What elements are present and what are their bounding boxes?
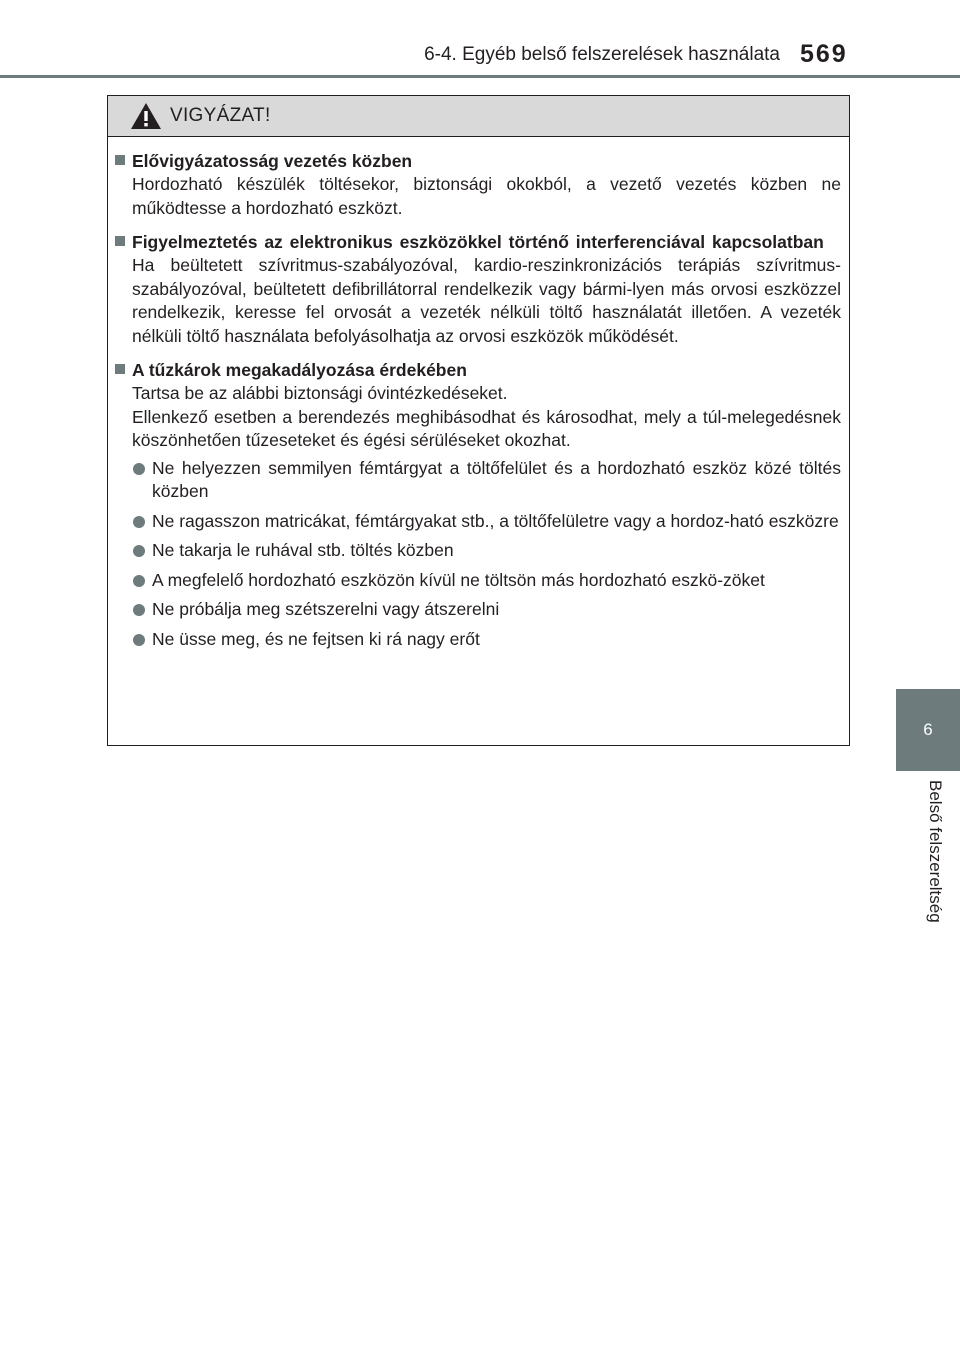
list-item (133, 510, 841, 534)
section-paragraph: Ellenkező esetben a berendezés meghibásodhat és károsodhat, mely a túl-melegedésnek köszönhetően tűzeseteket és égési sérüléseket okozhat. (132, 406, 841, 450)
caution-section (115, 230, 841, 348)
list-item (133, 598, 841, 622)
section-heading: A tűzkárok megakadályozása érdekében (132, 360, 467, 380)
list-item-text: Ne takarja le ruhával stb. töltés közben (152, 540, 454, 560)
list-item (133, 539, 841, 563)
list-item-text: Ne üsse meg, és ne fejtsen ki rá nagy erőt (152, 628, 480, 649)
chapter-label: Belső felszereltség (926, 780, 945, 923)
section-square-icon (115, 155, 125, 165)
section-heading: Elővigyázatosság vezetés közben (132, 151, 413, 171)
bullet-dot-icon (133, 634, 145, 646)
warning-triangle-icon (130, 102, 162, 130)
list-item (133, 569, 841, 593)
caution-box (107, 95, 850, 746)
list-item-text: A megfelelő hordozható eszközön kívül ne töltsön más hordozható eszkö-zöket (152, 569, 765, 590)
caution-header (108, 96, 849, 137)
list-item-text: Ne próbálja meg szétszerelni vagy átszerelni (152, 599, 500, 619)
section-square-icon (115, 236, 125, 246)
list-item (133, 628, 841, 652)
caution-body (108, 137, 849, 651)
list-item-text: Ne helyezzen semmilyen fémtárgyat a töltőfelület és a hordozható eszköz közé töltés közben (152, 457, 841, 501)
caution-section (115, 149, 841, 220)
bullet-dot-icon (133, 604, 145, 616)
caution-section (115, 358, 841, 651)
caution-title: VIGYÁZAT! (170, 105, 271, 126)
bullet-dot-icon (133, 516, 145, 528)
chapter-number: 6 (923, 720, 933, 739)
list-item-text: Ne ragasszon matricákat, fémtárgyakat stb., a töltőfelületre vagy a hordoz-ható eszközre (152, 510, 839, 531)
bullet-dot-icon (133, 575, 145, 587)
section-paragraph: Hordozható készülék töltésekor, biztonsági okokból, a vezető vezetés közben ne működtesse a hordozható eszközt. (132, 174, 841, 218)
section-square-icon (115, 364, 125, 374)
bullet-dot-icon (133, 463, 145, 475)
header-rule (0, 75, 960, 78)
section-title: 6-4. Egyéb belső felszerelések használata (424, 44, 780, 65)
section-heading: Figyelmeztetés az elektronikus eszközökkel történő interferenciával kapcsolatban (132, 232, 824, 252)
page-number: 569 (800, 40, 848, 68)
list-item (133, 457, 841, 504)
bullet-dot-icon (133, 545, 145, 557)
section-paragraph: Ha beültetett szívritmus-szabályozóval, kardio-reszinkronizációs terápiás szívritmus-szabályozóval, beültetett defibrillátorral rendelkezik vagy bármi-lyen más orvosi eszközzel rendelkezik, keresse fel orvosát a vezeték nélküli töltő használatát illetően. A vezeték nélküli töltő használata befolyásolhatja az orvosi eszközök működését. (132, 255, 841, 346)
chapter-tab (896, 689, 960, 771)
section-paragraph: Tartsa be az alábbi biztonsági óvintézkedéseket. (132, 383, 508, 403)
